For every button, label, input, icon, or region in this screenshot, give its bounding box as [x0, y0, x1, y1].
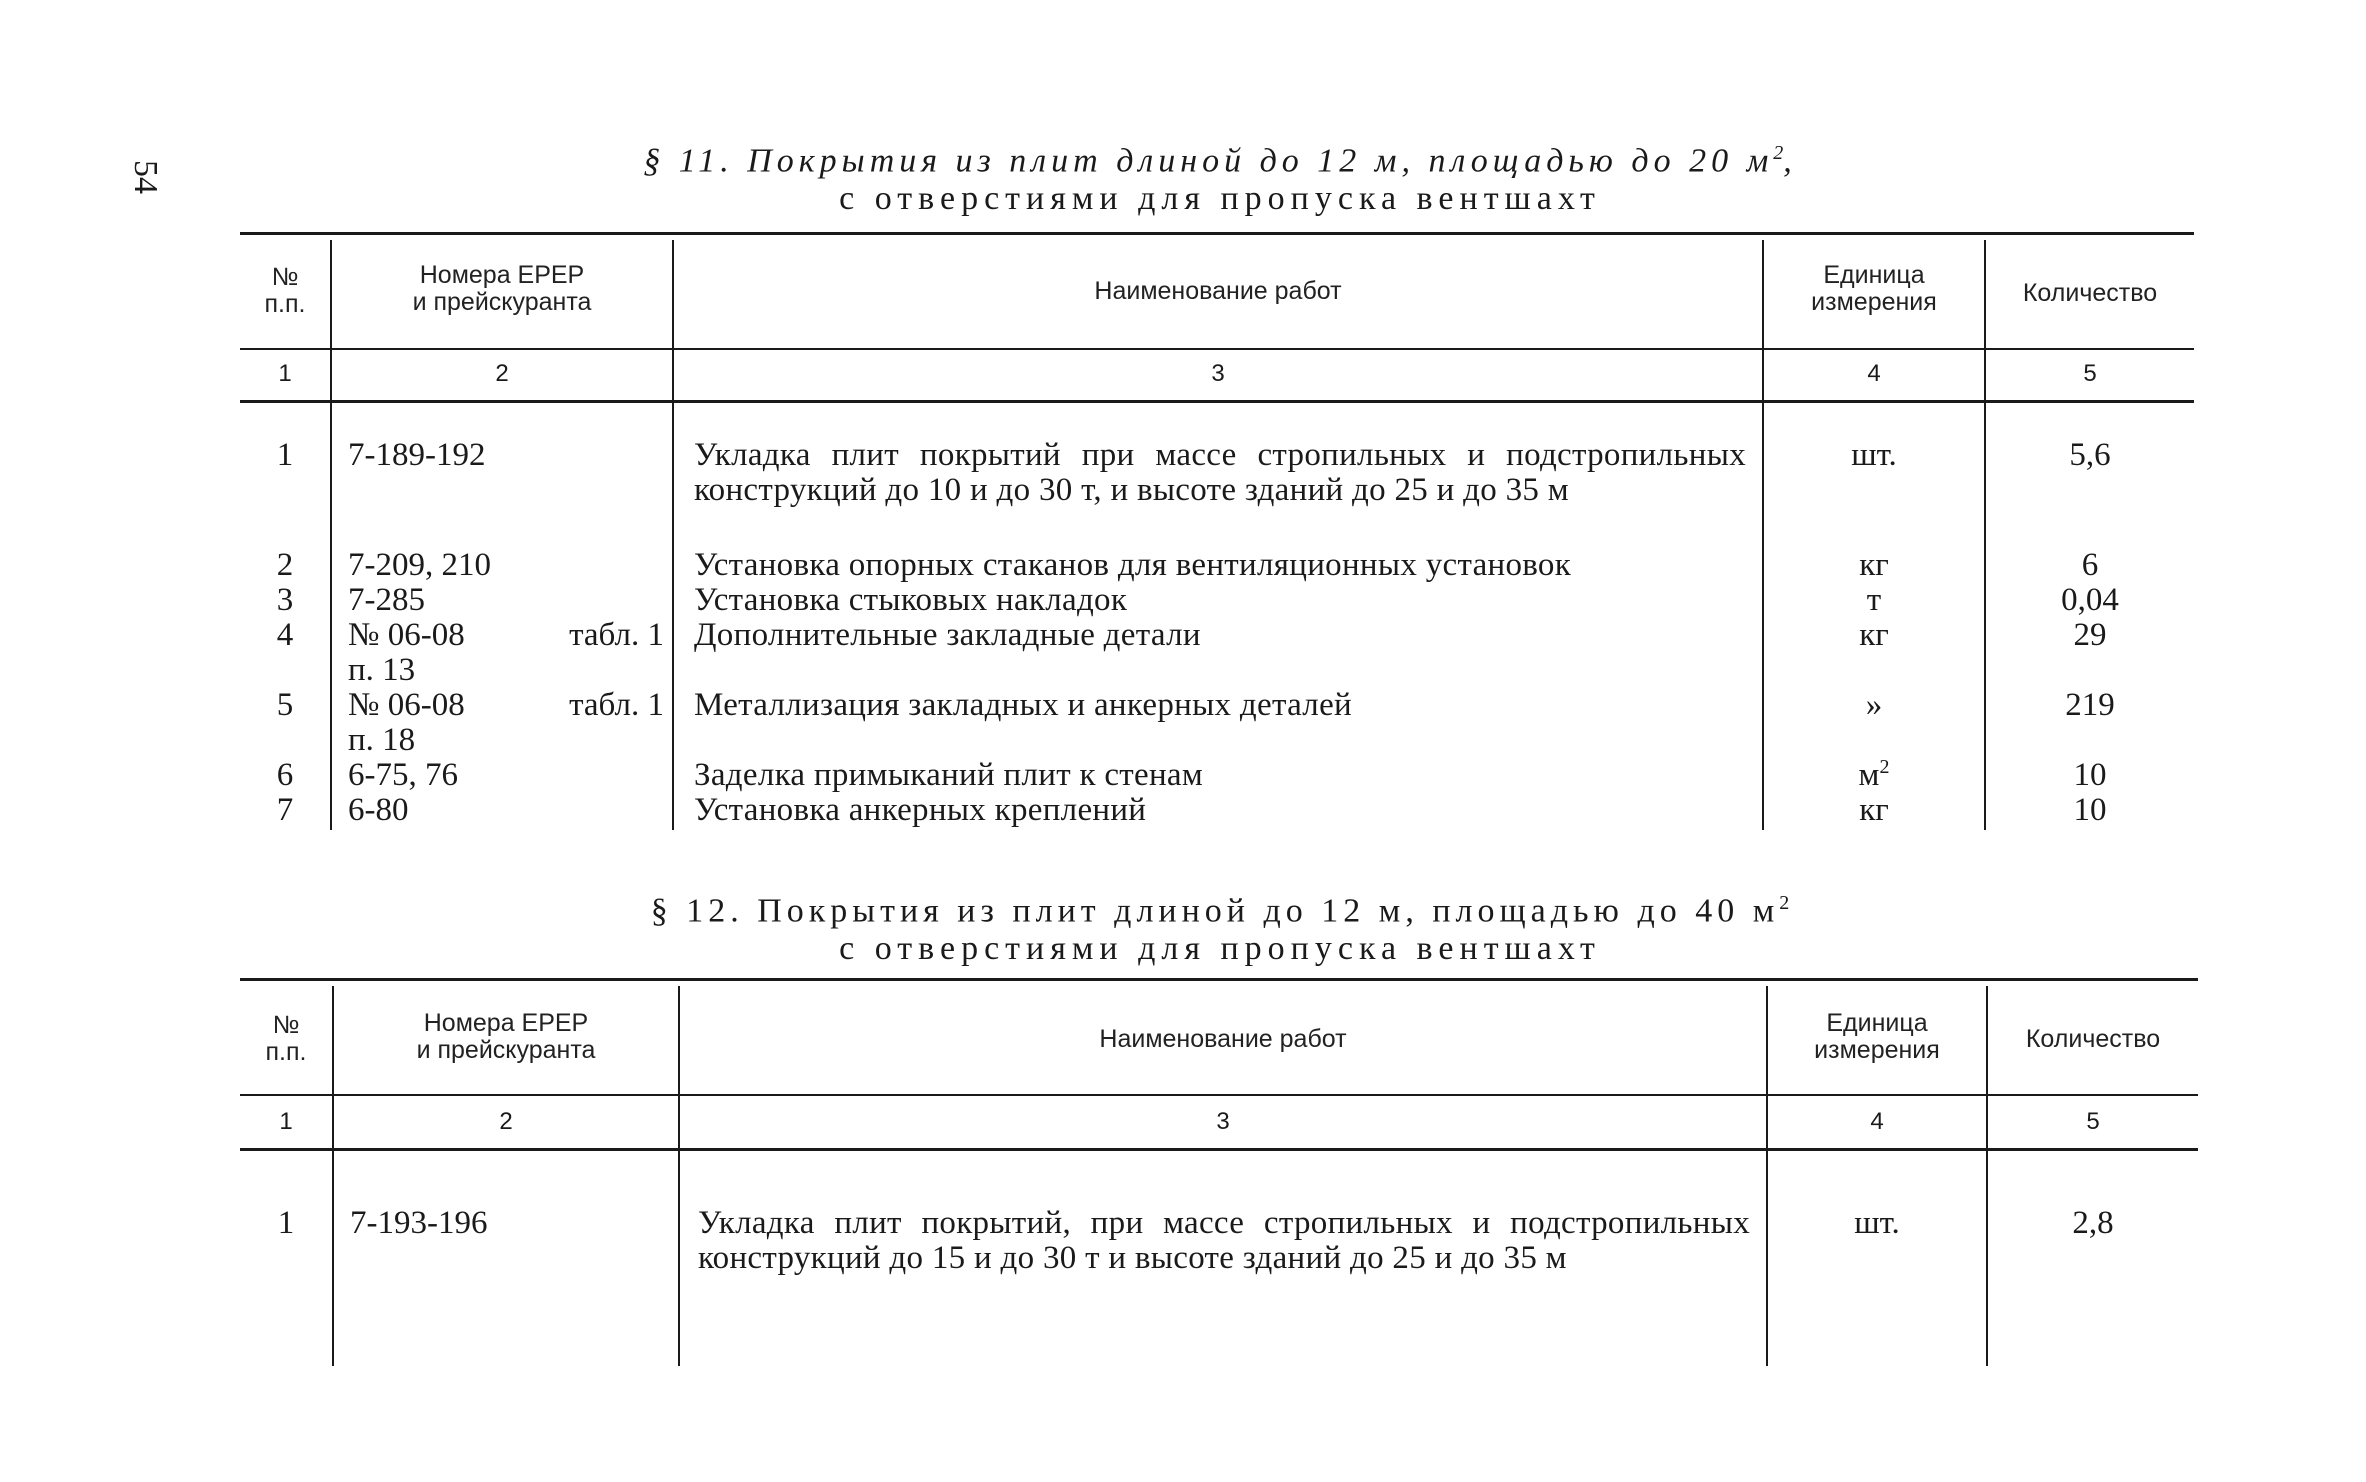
row-name: Укладка плит покрытий при массе стропильных и подстропильных конструкций до 10 и до 30 т, и высоте зданий до 25 и до 35 м — [694, 437, 1746, 508]
header-unit-line2: измерения — [1814, 1036, 1940, 1064]
row-unit: » — [1865, 687, 1883, 723]
section-11-title-line2: с отверстиями для пропуска вентшахт — [839, 180, 1601, 218]
section-11-title-sup: 2 — [1773, 142, 1784, 164]
section-12-title-text: Покрытия из плит длиной до 12 м, площадью до 40 м — [757, 892, 1780, 930]
section-11-title-prefix: § 11. — [643, 142, 734, 180]
header-num-line2: п.п. — [264, 290, 306, 318]
row-num: 5 — [276, 687, 294, 723]
row-qty: 6 — [2081, 547, 2099, 583]
section-12-title-line2: с отверстиями для пропуска вентшахт — [839, 930, 1601, 968]
row-code — [348, 618, 664, 688]
row-code-doc: № 06-08 — [348, 617, 465, 653]
row-code-table: табл. 1 — [569, 617, 664, 653]
row-qty: 5,6 — [2069, 437, 2111, 473]
column-number-rule — [240, 400, 2194, 403]
table-top-rule — [240, 232, 2194, 235]
section-11-title-suffix: , — [1783, 142, 1797, 180]
row-num: 7 — [276, 792, 294, 828]
header-qty: Количество — [2022, 279, 2158, 307]
row-name: Установка стыковых накладок — [694, 582, 1128, 618]
section-12-title-line1 — [240, 884, 2200, 930]
header-code — [332, 262, 672, 316]
row-name: Установка опорных стаканов для вентиляционных установок — [694, 547, 1572, 583]
header-unit-line1: Единица — [1826, 1009, 1928, 1037]
row-code-item: п. 13 — [348, 652, 416, 688]
row-name: Заделка примыканий плит к стенам — [694, 757, 1204, 793]
row-num: 4 — [276, 617, 294, 653]
row-code-item: п. 18 — [348, 722, 416, 758]
header-code-line2: и прейскуранта — [416, 1036, 596, 1064]
row-qty: 10 — [2073, 757, 2107, 793]
header-name: Наименование работ — [1099, 1025, 1347, 1053]
header-unit-line2: измерения — [1811, 288, 1937, 316]
column-divider — [330, 240, 332, 830]
header-code-line2: и прейскуранта — [412, 288, 592, 316]
column-number: 3 — [1216, 1108, 1230, 1135]
row-code: 7-209, 210 — [348, 547, 491, 583]
row-code — [348, 688, 664, 758]
column-number: 4 — [1870, 1108, 1884, 1135]
row-name: Укладка плит покрытий, при массе стропильных и подстропильных конструкций до 15 и до 30 т и высоте зданий до 25 и до 35 м — [698, 1205, 1750, 1276]
row-num: 2 — [276, 547, 294, 583]
page-number: 54 — [127, 160, 164, 194]
header-name: Наименование работ — [1094, 277, 1342, 305]
section-12-title-sup: 2 — [1779, 892, 1790, 914]
header-num-line1: № — [271, 263, 299, 291]
row-code-doc: № 06-08 — [348, 687, 465, 723]
row-qty: 2,8 — [2072, 1205, 2114, 1241]
row-qty: 29 — [2073, 617, 2107, 653]
row-name: Металлизация закладных и анкерных деталей — [694, 687, 1352, 723]
header-num-line1: № — [272, 1011, 300, 1039]
row-unit: кг — [1859, 547, 1889, 583]
row-code: 7-193-196 — [350, 1205, 488, 1241]
row-code: 7-285 — [348, 582, 425, 618]
header-code-line1: Номера ЕРЕР — [419, 261, 585, 289]
column-number: 5 — [2083, 360, 2097, 387]
column-divider — [1762, 240, 1764, 830]
section-11-title-line1 — [240, 134, 2200, 180]
header-rule — [240, 1094, 2198, 1096]
row-code: 6-75, 76 — [348, 757, 458, 793]
row-code: 7-189-192 — [348, 437, 486, 473]
table-top-rule — [240, 978, 2198, 981]
row-qty: 0,04 — [2061, 582, 2119, 618]
row-qty: 10 — [2073, 792, 2107, 828]
row-code: 6-80 — [348, 792, 409, 828]
section-11-title-text: Покрытия из плит длиной до 12 м, площадью до 20 м — [747, 142, 1774, 180]
row-unit-sup: 2 — [1879, 756, 1890, 778]
column-number: 4 — [1867, 360, 1881, 387]
column-divider — [1984, 240, 1986, 830]
row-num: 1 — [276, 437, 294, 473]
header-unit — [1768, 1010, 1986, 1064]
column-number: 3 — [1211, 360, 1225, 387]
column-divider — [672, 240, 674, 830]
row-qty: 219 — [2065, 687, 2115, 723]
header-num — [240, 1012, 332, 1066]
row-unit — [1764, 758, 1984, 793]
header-rule — [240, 348, 2194, 350]
column-number: 1 — [278, 360, 292, 387]
row-num: 6 — [276, 757, 294, 793]
row-name: Дополнительные закладные детали — [694, 617, 1201, 653]
column-number: 2 — [499, 1108, 513, 1135]
row-unit: т — [1866, 582, 1882, 618]
header-unit-line1: Единица — [1823, 261, 1925, 289]
row-name: Установка анкерных креплений — [694, 792, 1147, 828]
header-qty: Количество — [2025, 1025, 2161, 1053]
header-num-line2: п.п. — [265, 1038, 307, 1066]
row-unit: шт. — [1851, 437, 1897, 473]
column-number: 5 — [2086, 1108, 2100, 1135]
column-number-rule — [240, 1148, 2198, 1151]
header-code-line1: Номера ЕРЕР — [423, 1009, 589, 1037]
section-11-title — [240, 134, 2200, 218]
section-12-title — [240, 884, 2200, 968]
row-unit: кг — [1859, 792, 1889, 828]
column-number: 1 — [279, 1108, 293, 1135]
row-unit: кг — [1859, 617, 1889, 653]
row-num: 3 — [276, 582, 294, 618]
column-number: 2 — [495, 360, 509, 387]
header-code — [334, 1010, 678, 1064]
header-unit — [1764, 262, 1984, 316]
header-num — [240, 264, 330, 318]
row-code-line — [348, 618, 664, 653]
row-code-line — [348, 688, 664, 723]
row-code-table: табл. 1 — [569, 687, 664, 723]
section-12-title-prefix: § 12. — [650, 892, 744, 930]
row-num: 1 — [277, 1205, 295, 1241]
row-unit-text: м — [1858, 757, 1880, 793]
row-unit: шт. — [1854, 1205, 1900, 1241]
